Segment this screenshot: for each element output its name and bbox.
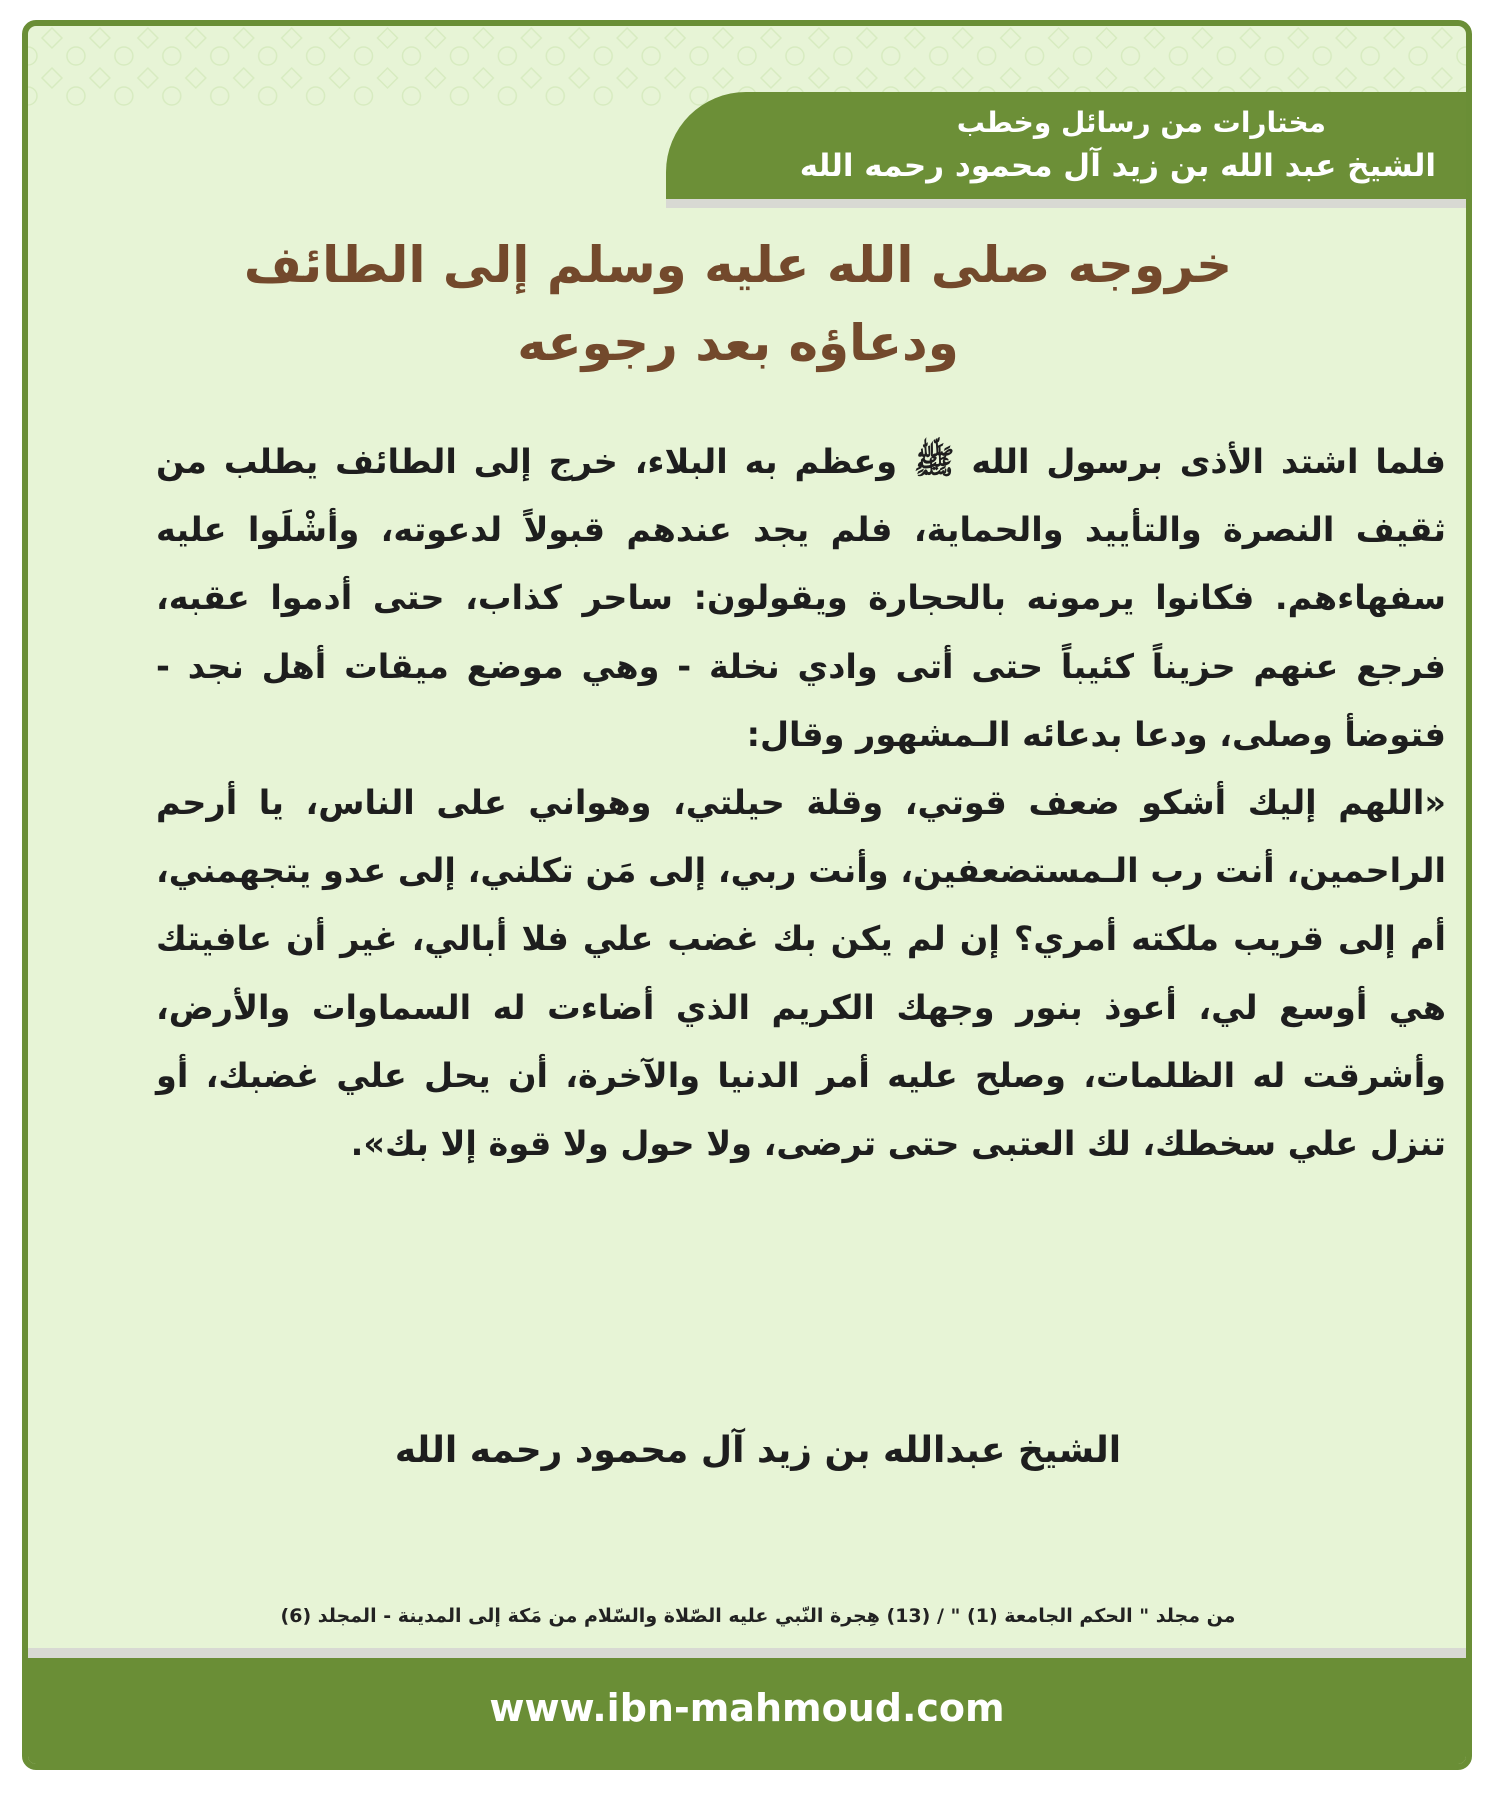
series-title: مختارات من رسائل وخطب [956, 106, 1326, 139]
footer-band [28, 1648, 1466, 1764]
body-paragraph-1: فلما اشتد الأذى برسول الله ﷺ وعظم به البلاء، خرج إلى الطائف يطلب من ثقيف النصرة والتأييد والحماية، فلم يجد عندهم قبولاً لدعوته، وأشْلَوا عليه سفهاءهم. فكانوا يرمونه بالحجارة ويقولون: ساحر كذاب، حتى أدموا عقبه، فرجع عنهم حزيناً كئيباً حتى أتى وادي نخلة - وهي موضع ميقات أهل نجد - فتوضأ وصلى، ودعا بدعائه الـمشهور وقال: [156, 442, 1446, 754]
source-citation: من مجلد " الحكم الجامعة (1) " / (13) هِجرة النّبي عليه الصّلاة والسّلام من مَكة إلى المدينة - المجلد (6) [280, 1605, 1236, 1627]
website-link[interactable]: www.ibn-mahmoud.com [489, 1686, 1005, 1730]
article-title-line2: ودعاؤه بعد رجوعه [517, 314, 959, 372]
author-header: الشيخ عبد الله بن زيد آل محمود رحمه الله [799, 148, 1436, 184]
article-title-line1: خروجه صلى الله عليه وسلم إلى الطائف [243, 236, 1233, 294]
article-title [128, 226, 1348, 382]
author-signature: الشيخ عبدالله بن زيد آل محمود رحمه الله [394, 1430, 1122, 1471]
body-paragraph-2: «اللهم إليك أشكو ضعف قوتي، وقلة حيلتي، وهواني على الناس، يا أرحم الراحمين، أنت رب الـمستضعفين، وأنت ربي، إلى مَن تكلني، إلى عدو يتجهمني، أم إلى قريب ملكته أمري؟ إن لم يكن بك غضب علي فلا أبالي، غير أن عافيتك هي أوسع لي، أعوذ بنور وجهك الكريم الذي أضاءت له السماوات والأرض، وأشرقت له الظلمات، وصلح عليه أمر الدنيا والآخرة، أن يحل علي غضبك، أو تنزل علي سخطك، لك العتبى حتى ترضى، ولا حول ولا قوة إلا بك». [156, 783, 1446, 1164]
series-header-tab [666, 92, 1466, 208]
article-body [156, 428, 1446, 1178]
page-frame [22, 20, 1472, 1770]
